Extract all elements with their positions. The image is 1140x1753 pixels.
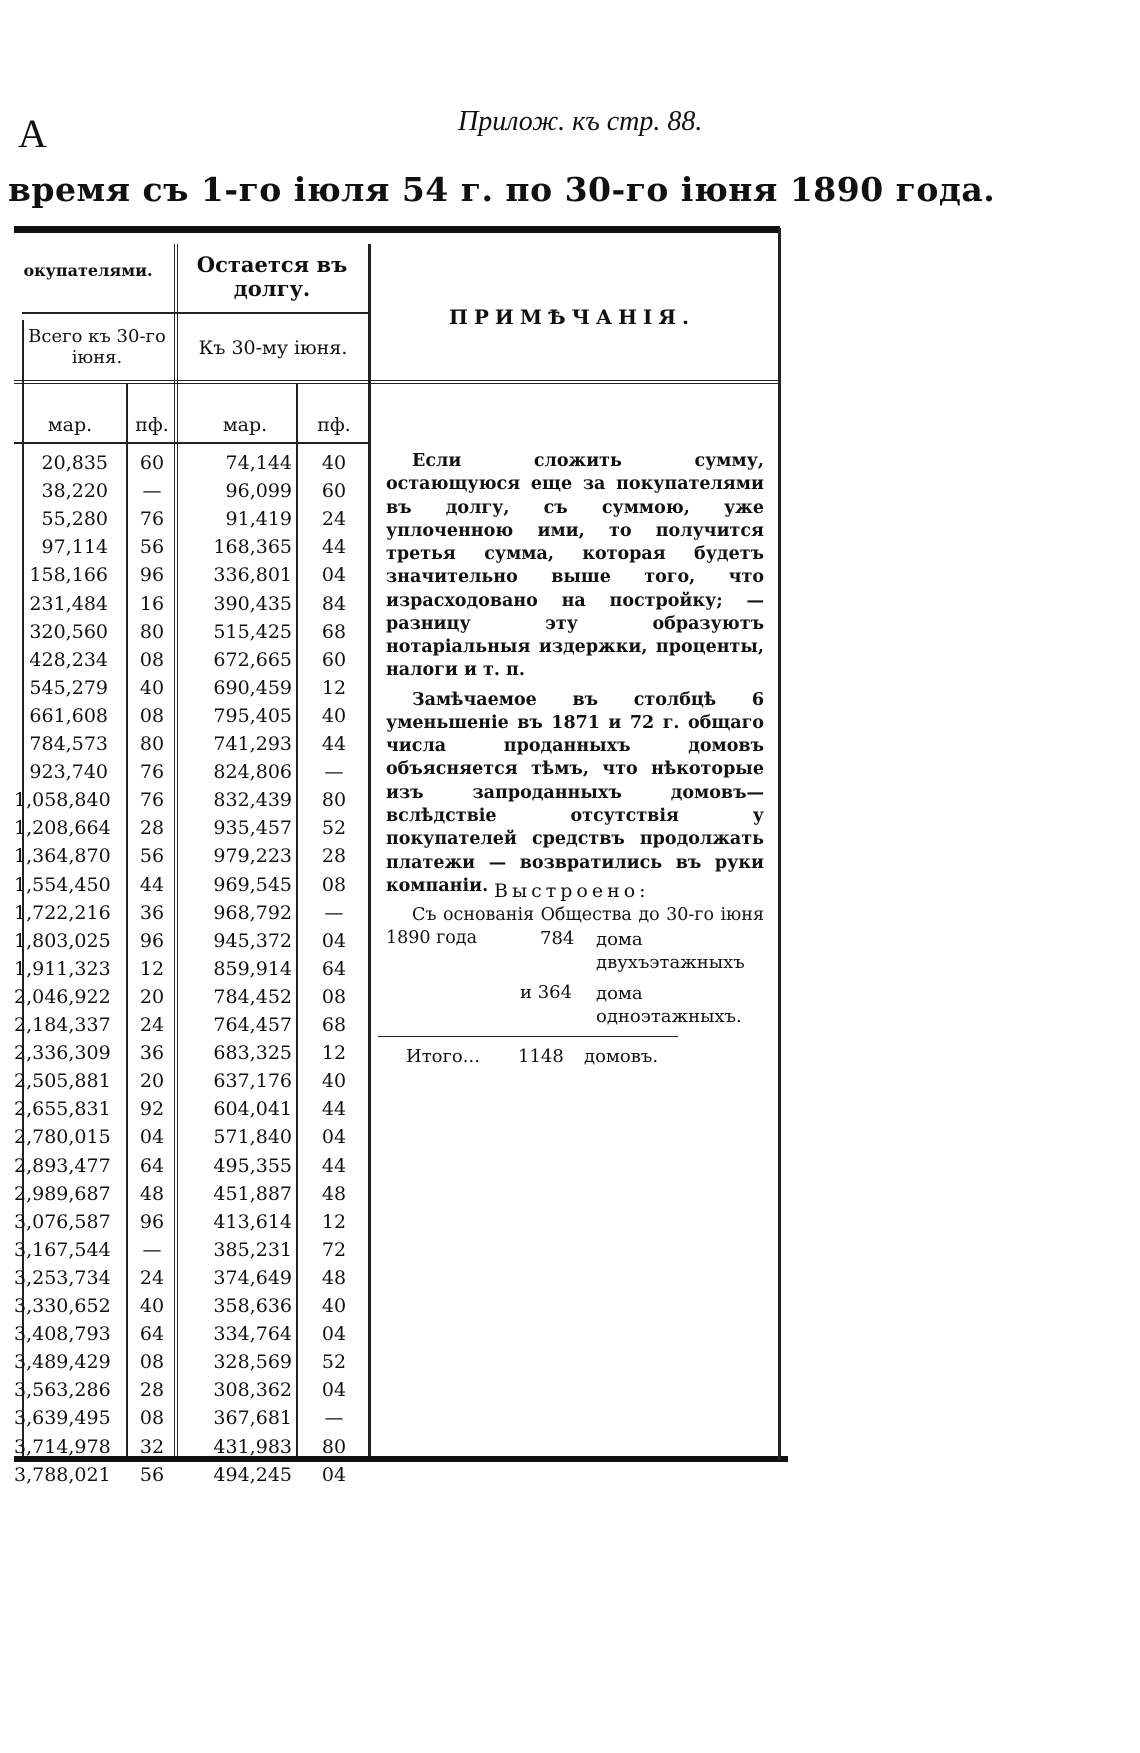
buyers-paid-pfennig: 76 [139, 508, 165, 531]
remaining-debt-pfennig: 40 [321, 452, 347, 474]
remaining-debt-pfennig: — [324, 761, 344, 784]
buyers-paid-pfennig: 20 [139, 1070, 165, 1093]
buyers-paid-pfennig: 28 [139, 1379, 165, 1402]
remaining-debt-pfennig: 48 [321, 1266, 347, 1289]
unit-marks-2: мар. [222, 414, 268, 436]
remaining-debt-marks: 494,245 [213, 1463, 292, 1486]
buyers-paid-pfennig: 24 [139, 1014, 165, 1036]
remaining-debt-pfennig: 52 [321, 1351, 347, 1374]
built-two-storey-text: дома двухъэтажныхъ [596, 929, 745, 974]
remaining-debt-pfennig: 60 [321, 648, 347, 671]
buyers-paid-pfennig: 08 [139, 648, 165, 671]
remaining-debt-pfennig: 40 [321, 1070, 347, 1093]
remaining-debt-pfennig: 44 [321, 1098, 347, 1121]
remaining-debt-marks: 945,372 [213, 929, 292, 952]
buyers-paid-marks: 784,573 [29, 733, 108, 755]
buyers-paid-pfennig: 32 [139, 1435, 165, 1458]
unit-pfennig-1: пф. [135, 414, 169, 436]
remaining-debt-pfennig: 04 [321, 1323, 347, 1346]
remaining-debt-marks: 168,365 [213, 536, 292, 559]
remaining-debt-pfennig: 44 [321, 1154, 347, 1177]
note-paragraph-2: Замѣчаемое въ столбцѣ 6 уменьшеніе въ 1871 и 72 г. общаго числа проданныхъ домовъ объясняется тѣмъ, что нѣкоторые изъ запроданныхъ домовъ—вслѣдствіе отсутствія у покупателей средствъ продолжать платежи — возвратились въ руки компаніи. [386, 689, 764, 896]
buyers-paid-pfennig: — [142, 480, 162, 503]
remaining-debt-marks: 764,457 [213, 1014, 292, 1036]
buyers-paid-pfennig: 48 [139, 1182, 165, 1205]
buyers-paid-marks: 1,058,840 [14, 789, 111, 812]
remaining-debt-marks: 795,405 [213, 704, 292, 727]
buyers-paid-marks: 3,167,544 [14, 1238, 111, 1261]
buyers-paid-pfennig: 96 [139, 564, 165, 587]
remaining-debt-pfennig: 04 [321, 1379, 347, 1402]
buyers-paid-marks: 923,740 [29, 761, 108, 784]
buyers-paid-marks: 2,046,922 [14, 985, 111, 1008]
buyers-paid-marks: 545,279 [29, 676, 108, 699]
buyers-paid-marks: 3,563,286 [14, 1379, 111, 1402]
buyers-paid-marks: 2,336,309 [14, 1042, 111, 1065]
buyers-paid-pfennig: 64 [139, 1323, 165, 1346]
remaining-debt-marks: 74,144 [225, 452, 292, 474]
buyers-paid-pfennig: 44 [139, 873, 165, 896]
built-one-storey-number: и 364 [520, 982, 573, 1003]
buyers-paid-pfennig: 96 [139, 929, 165, 952]
remaining-debt-marks: 683,325 [213, 1042, 292, 1065]
buyers-paid-marks: 2,989,687 [14, 1182, 111, 1205]
remaining-debt-marks: 859,914 [213, 957, 292, 980]
buyers-paid-marks: 1,911,323 [14, 957, 111, 980]
remaining-debt-pfennig: 12 [321, 1042, 347, 1065]
buyers-paid-marks: 1,208,664 [14, 817, 111, 840]
page-title: время съ 1-го іюля 54 г. по 30-го іюня 1890 года. [8, 170, 996, 209]
total-number: 1148 [518, 1046, 564, 1067]
built-one-storey-text: дома одноэтажныхъ. [596, 983, 742, 1028]
buyers-paid-marks: 1,364,870 [14, 845, 111, 868]
remaining-debt-marks: 637,176 [213, 1070, 292, 1093]
remaining-debt-marks: 784,452 [213, 985, 292, 1008]
remaining-debt-marks: 832,439 [213, 789, 292, 812]
total-rule [378, 1036, 678, 1037]
remaining-debt-marks: 451,887 [213, 1182, 292, 1205]
remaining-debt-pfennig: 68 [321, 1014, 347, 1036]
remaining-debt-marks: 334,764 [213, 1323, 292, 1346]
table-header-bottom [14, 380, 780, 384]
remaining-debt-pfennig: 80 [321, 789, 347, 812]
remaining-debt-marks: 968,792 [213, 901, 292, 924]
buyers-paid-pfennig: 40 [139, 1295, 165, 1317]
note-paragraph-1: Если сложить сумму, остающуюся еще за покупателями въ долгу, съ суммою, уже уплоченною ими, то получится третья сумма, которая будетъ значительно выше того, что израсходовано на постройку; — разницу эту образуютъ нотаріальныя издержки, проценты, налоги и т. п. [386, 451, 764, 681]
buyers-paid-marks: 3,489,429 [14, 1351, 111, 1374]
buyers-paid-marks: 3,330,652 [14, 1295, 111, 1317]
table-divider-pf2 [296, 384, 298, 1456]
remaining-debt-marks: 91,419 [225, 508, 292, 531]
remaining-debt-marks: 741,293 [213, 733, 292, 755]
buyers-paid-pfennig: 96 [139, 1210, 165, 1233]
buyers-paid-marks: 158,166 [29, 564, 108, 587]
buyers-paid-pfennig: 08 [139, 1407, 165, 1430]
buyers-paid-pfennig: 56 [139, 536, 165, 559]
built-two-storey-number: 784 [540, 928, 575, 949]
header-notes: ПРИМѢЧАНІЯ. [449, 305, 695, 329]
remaining-debt-marks: 571,840 [213, 1126, 292, 1149]
remaining-debt-marks: 935,457 [213, 817, 292, 840]
remaining-debt-marks: 358,636 [213, 1295, 292, 1317]
buyers-paid-marks: 661,608 [29, 704, 108, 727]
buyers-paid-marks: 428,234 [29, 648, 108, 671]
buyers-paid-marks: 97,114 [41, 536, 108, 559]
remaining-debt-pfennig: 08 [321, 873, 347, 896]
remaining-debt-marks: 979,223 [213, 845, 292, 868]
buyers-paid-marks: 320,560 [29, 620, 108, 643]
buyers-paid-pfennig: 08 [139, 1351, 165, 1374]
remaining-debt-marks: 96,099 [225, 480, 292, 503]
buyers-paid-marks: 38,220 [41, 480, 108, 503]
remaining-debt-marks: 824,806 [213, 761, 292, 784]
appendix-reference: Прилож. къ стр. 88. [458, 106, 703, 137]
buyers-paid-marks: 2,893,477 [14, 1154, 111, 1177]
buyers-paid-pfennig: 80 [139, 733, 165, 755]
buyers-paid-pfennig: 12 [139, 957, 165, 980]
remaining-debt-pfennig: 68 [321, 620, 347, 643]
buyers-paid-marks: 1,554,450 [14, 873, 111, 896]
remaining-debt-marks: 328,569 [213, 1351, 292, 1374]
buyers-paid-marks: 3,788,021 [14, 1463, 111, 1486]
remaining-debt-pfennig: 44 [321, 536, 347, 559]
page-letter: A [18, 111, 47, 156]
buyers-paid-pfennig: 40 [139, 676, 165, 699]
table-divider-notes [368, 244, 371, 1456]
table-top-rule [14, 226, 780, 233]
buyers-paid-marks: 2,655,831 [14, 1098, 111, 1121]
remaining-debt-pfennig: 52 [321, 817, 347, 840]
buyers-paid-marks: 55,280 [41, 508, 108, 531]
header-total-to-june: Всего къ 30-го іюня. [28, 326, 166, 368]
table-right-border [778, 228, 781, 1460]
buyers-paid-marks: 3,639,495 [14, 1407, 111, 1430]
buyers-paid-pfennig: 20 [139, 985, 165, 1008]
total-text: домовъ. [584, 1046, 659, 1067]
buyers-paid-pfennig: 92 [139, 1098, 165, 1121]
remaining-debt-marks: 690,459 [213, 676, 292, 699]
remaining-debt-pfennig: 12 [321, 1210, 347, 1233]
buyers-paid-pfennig: 28 [139, 817, 165, 840]
remaining-debt-pfennig: 04 [321, 929, 347, 952]
buyers-paid-marks: 231,484 [29, 592, 108, 615]
buyers-paid-marks: 3,714,978 [14, 1435, 111, 1458]
buyers-paid-marks: 3,408,793 [14, 1323, 111, 1346]
remaining-debt-pfennig: 84 [321, 592, 347, 615]
header-buyers: окупателями. [23, 261, 153, 280]
header-to-june-30: Къ 30-му іюня. [198, 337, 348, 359]
buyers-paid-pfennig: 24 [139, 1266, 165, 1289]
remaining-debt-pfennig: 24 [321, 508, 347, 531]
buyers-paid-marks: 1,722,216 [14, 901, 111, 924]
remaining-debt-pfennig: 40 [321, 1295, 347, 1317]
remaining-debt-marks: 515,425 [213, 620, 292, 643]
buyers-paid-pfennig: 36 [139, 901, 165, 924]
buyers-paid-pfennig: 64 [139, 1154, 165, 1177]
remaining-debt-pfennig: — [324, 1407, 344, 1430]
remaining-debt-pfennig: 04 [321, 564, 347, 587]
remaining-debt-pfennig: 04 [321, 1463, 347, 1486]
remaining-debt-pfennig: 60 [321, 480, 347, 503]
buyers-paid-pfennig: 76 [139, 761, 165, 784]
remaining-debt-pfennig: — [324, 901, 344, 924]
remaining-debt-marks: 367,681 [213, 1407, 292, 1430]
buyers-paid-pfennig: 08 [139, 704, 165, 727]
buyers-paid-pfennig: 56 [139, 1463, 165, 1486]
remaining-debt-marks: 336,801 [213, 564, 292, 587]
remaining-debt-marks: 413,614 [213, 1210, 292, 1233]
buyers-paid-pfennig: 04 [139, 1126, 165, 1149]
buyers-paid-pfennig: 16 [139, 592, 165, 615]
remaining-debt-pfennig: 08 [321, 985, 347, 1008]
built-title: Выстроено: [494, 880, 650, 902]
remaining-debt-pfennig: 48 [321, 1182, 347, 1205]
remaining-debt-marks: 431,983 [213, 1435, 292, 1458]
remaining-debt-pfennig: 72 [321, 1238, 347, 1261]
buyers-paid-pfennig: 80 [139, 620, 165, 643]
remaining-debt-pfennig: 64 [321, 957, 347, 980]
note-paragraph-3: Съ основанія Общества до 30-го іюня 1890 года [386, 905, 764, 949]
buyers-paid-marks: 20,835 [41, 452, 108, 474]
buyers-paid-marks: 2,780,015 [14, 1126, 111, 1149]
remaining-debt-marks: 672,665 [213, 648, 292, 671]
unit-pfennig-2: пф. [317, 414, 351, 436]
buyers-paid-pfennig: 36 [139, 1042, 165, 1065]
unit-marks-1: мар. [47, 414, 93, 436]
buyers-paid-marks: 2,184,337 [14, 1014, 111, 1036]
buyers-paid-marks: 3,253,734 [14, 1266, 111, 1289]
buyers-paid-pfennig: 76 [139, 789, 165, 812]
buyers-paid-pfennig: 60 [139, 452, 165, 474]
table-header-split [22, 312, 368, 314]
remaining-debt-marks: 390,435 [213, 592, 292, 615]
buyers-paid-marks: 3,076,587 [14, 1210, 111, 1233]
remaining-debt-pfennig: 12 [321, 676, 347, 699]
remaining-debt-marks: 385,231 [213, 1238, 292, 1261]
remaining-debt-marks: 308,362 [213, 1379, 292, 1402]
remaining-debt-marks: 604,041 [213, 1098, 292, 1121]
remaining-debt-pfennig: 40 [321, 704, 347, 727]
remaining-debt-pfennig: 44 [321, 733, 347, 755]
remaining-debt-marks: 969,545 [213, 873, 292, 896]
total-label: Итого... [406, 1046, 480, 1067]
remaining-debt-pfennig: 80 [321, 1435, 347, 1458]
buyers-paid-marks: 2,505,881 [14, 1070, 111, 1093]
table-units-bottom [14, 442, 368, 444]
remaining-debt-marks: 495,355 [213, 1154, 292, 1177]
remaining-debt-pfennig: 04 [321, 1126, 347, 1149]
buyers-paid-pfennig: 56 [139, 845, 165, 868]
header-remaining-debt: Остается въ долгу. [196, 252, 348, 302]
remaining-debt-marks: 374,649 [213, 1266, 292, 1289]
remaining-debt-pfennig: 28 [321, 845, 347, 868]
buyers-paid-marks: 1,803,025 [14, 929, 111, 952]
buyers-paid-pfennig: — [142, 1238, 162, 1261]
